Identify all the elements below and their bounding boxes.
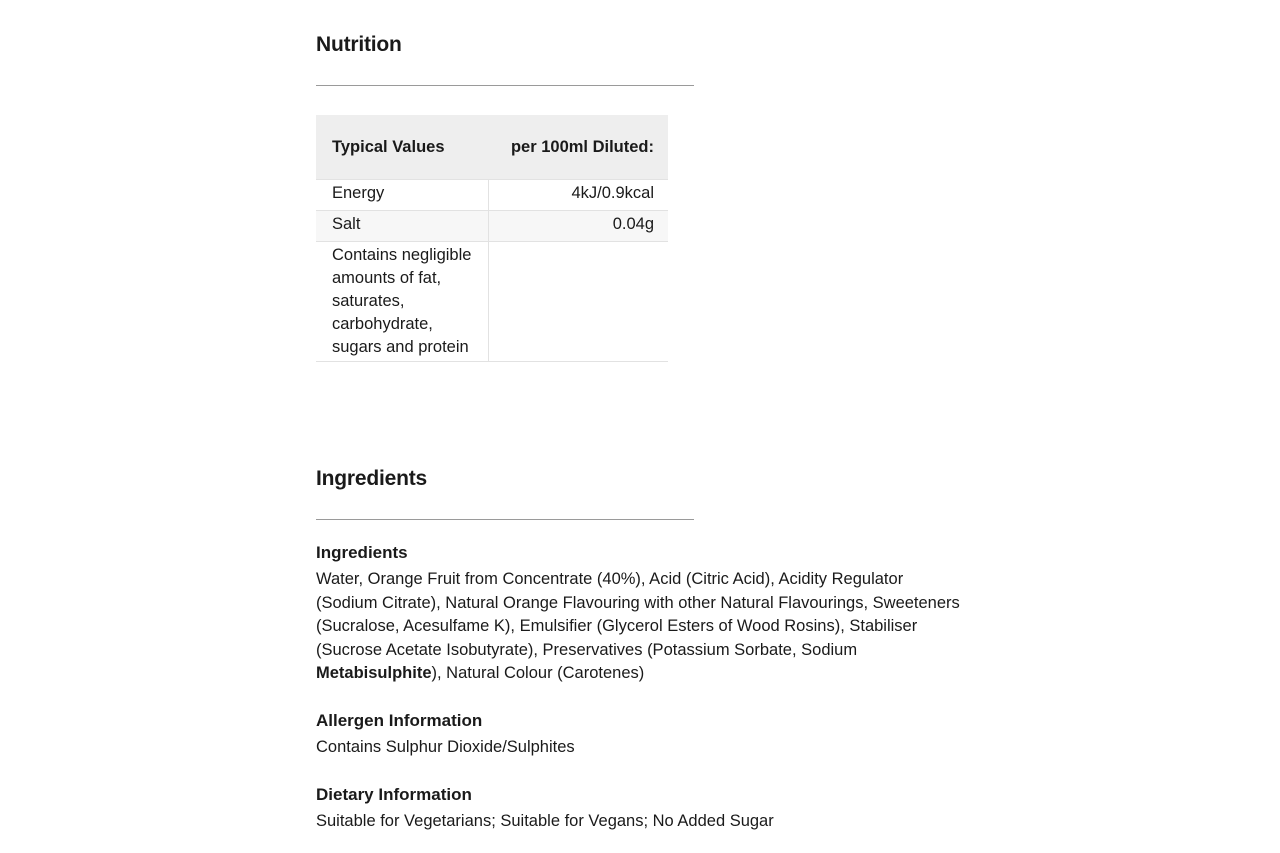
dietary-block — [316, 784, 996, 834]
dietary-subheading: Dietary Information — [316, 785, 472, 804]
ingredients-text-part-2: ), Natural Colour (Carotenes) — [431, 664, 645, 682]
table-row — [316, 180, 668, 211]
allergen-highlight: Metabisulphite — [316, 664, 432, 682]
allergen-block — [316, 710, 996, 760]
table-row — [316, 242, 668, 362]
nutrient-label: Contains negligible amounts of fat, saturates, carbohydrate, sugars and protein — [316, 242, 489, 362]
nutrition-heading: Nutrition — [316, 33, 402, 56]
nutrient-label: Salt — [316, 211, 489, 242]
ingredients-subheading: Ingredients — [316, 543, 408, 562]
nutrition-divider — [316, 85, 694, 86]
nutrient-label: Energy — [316, 180, 489, 211]
nutrient-value — [489, 242, 669, 362]
table-row — [316, 211, 668, 242]
nutrient-value: 4kJ/0.9kcal — [489, 180, 669, 211]
ingredients-section-heading: Ingredients — [316, 467, 427, 490]
nutrition-table — [316, 115, 668, 362]
nutrition-table-header-row — [316, 115, 668, 180]
ingredients-text — [316, 568, 966, 686]
allergen-text: Contains Sulphur Dioxide/Sulphites — [316, 738, 575, 756]
typical-values-header: Typical Values — [316, 115, 489, 180]
ingredients-text-part-1: Water, Orange Fruit from Concentrate (40%), Acid (Citric Acid), Acidity Regulator (Sodium Citrate), Natural Orange Flavouring with other Natural Flavourings, Sweeteners (Sucralose, Acesulfame K), Emulsifier (Glycerol Esters of Wood Rosins), Stabiliser (Sucrose Acetate Isobutyrate), Preservatives (Potassium Sorbate, Sodium — [316, 570, 960, 659]
ingredients-divider — [316, 519, 694, 520]
ingredients-block — [316, 542, 996, 686]
dietary-text: Suitable for Vegetarians; Suitable for Vegans; No Added Sugar — [316, 812, 774, 830]
allergen-subheading: Allergen Information — [316, 711, 483, 730]
nutrient-value: 0.04g — [489, 211, 669, 242]
per-100ml-header: per 100ml Diluted: — [489, 115, 669, 180]
